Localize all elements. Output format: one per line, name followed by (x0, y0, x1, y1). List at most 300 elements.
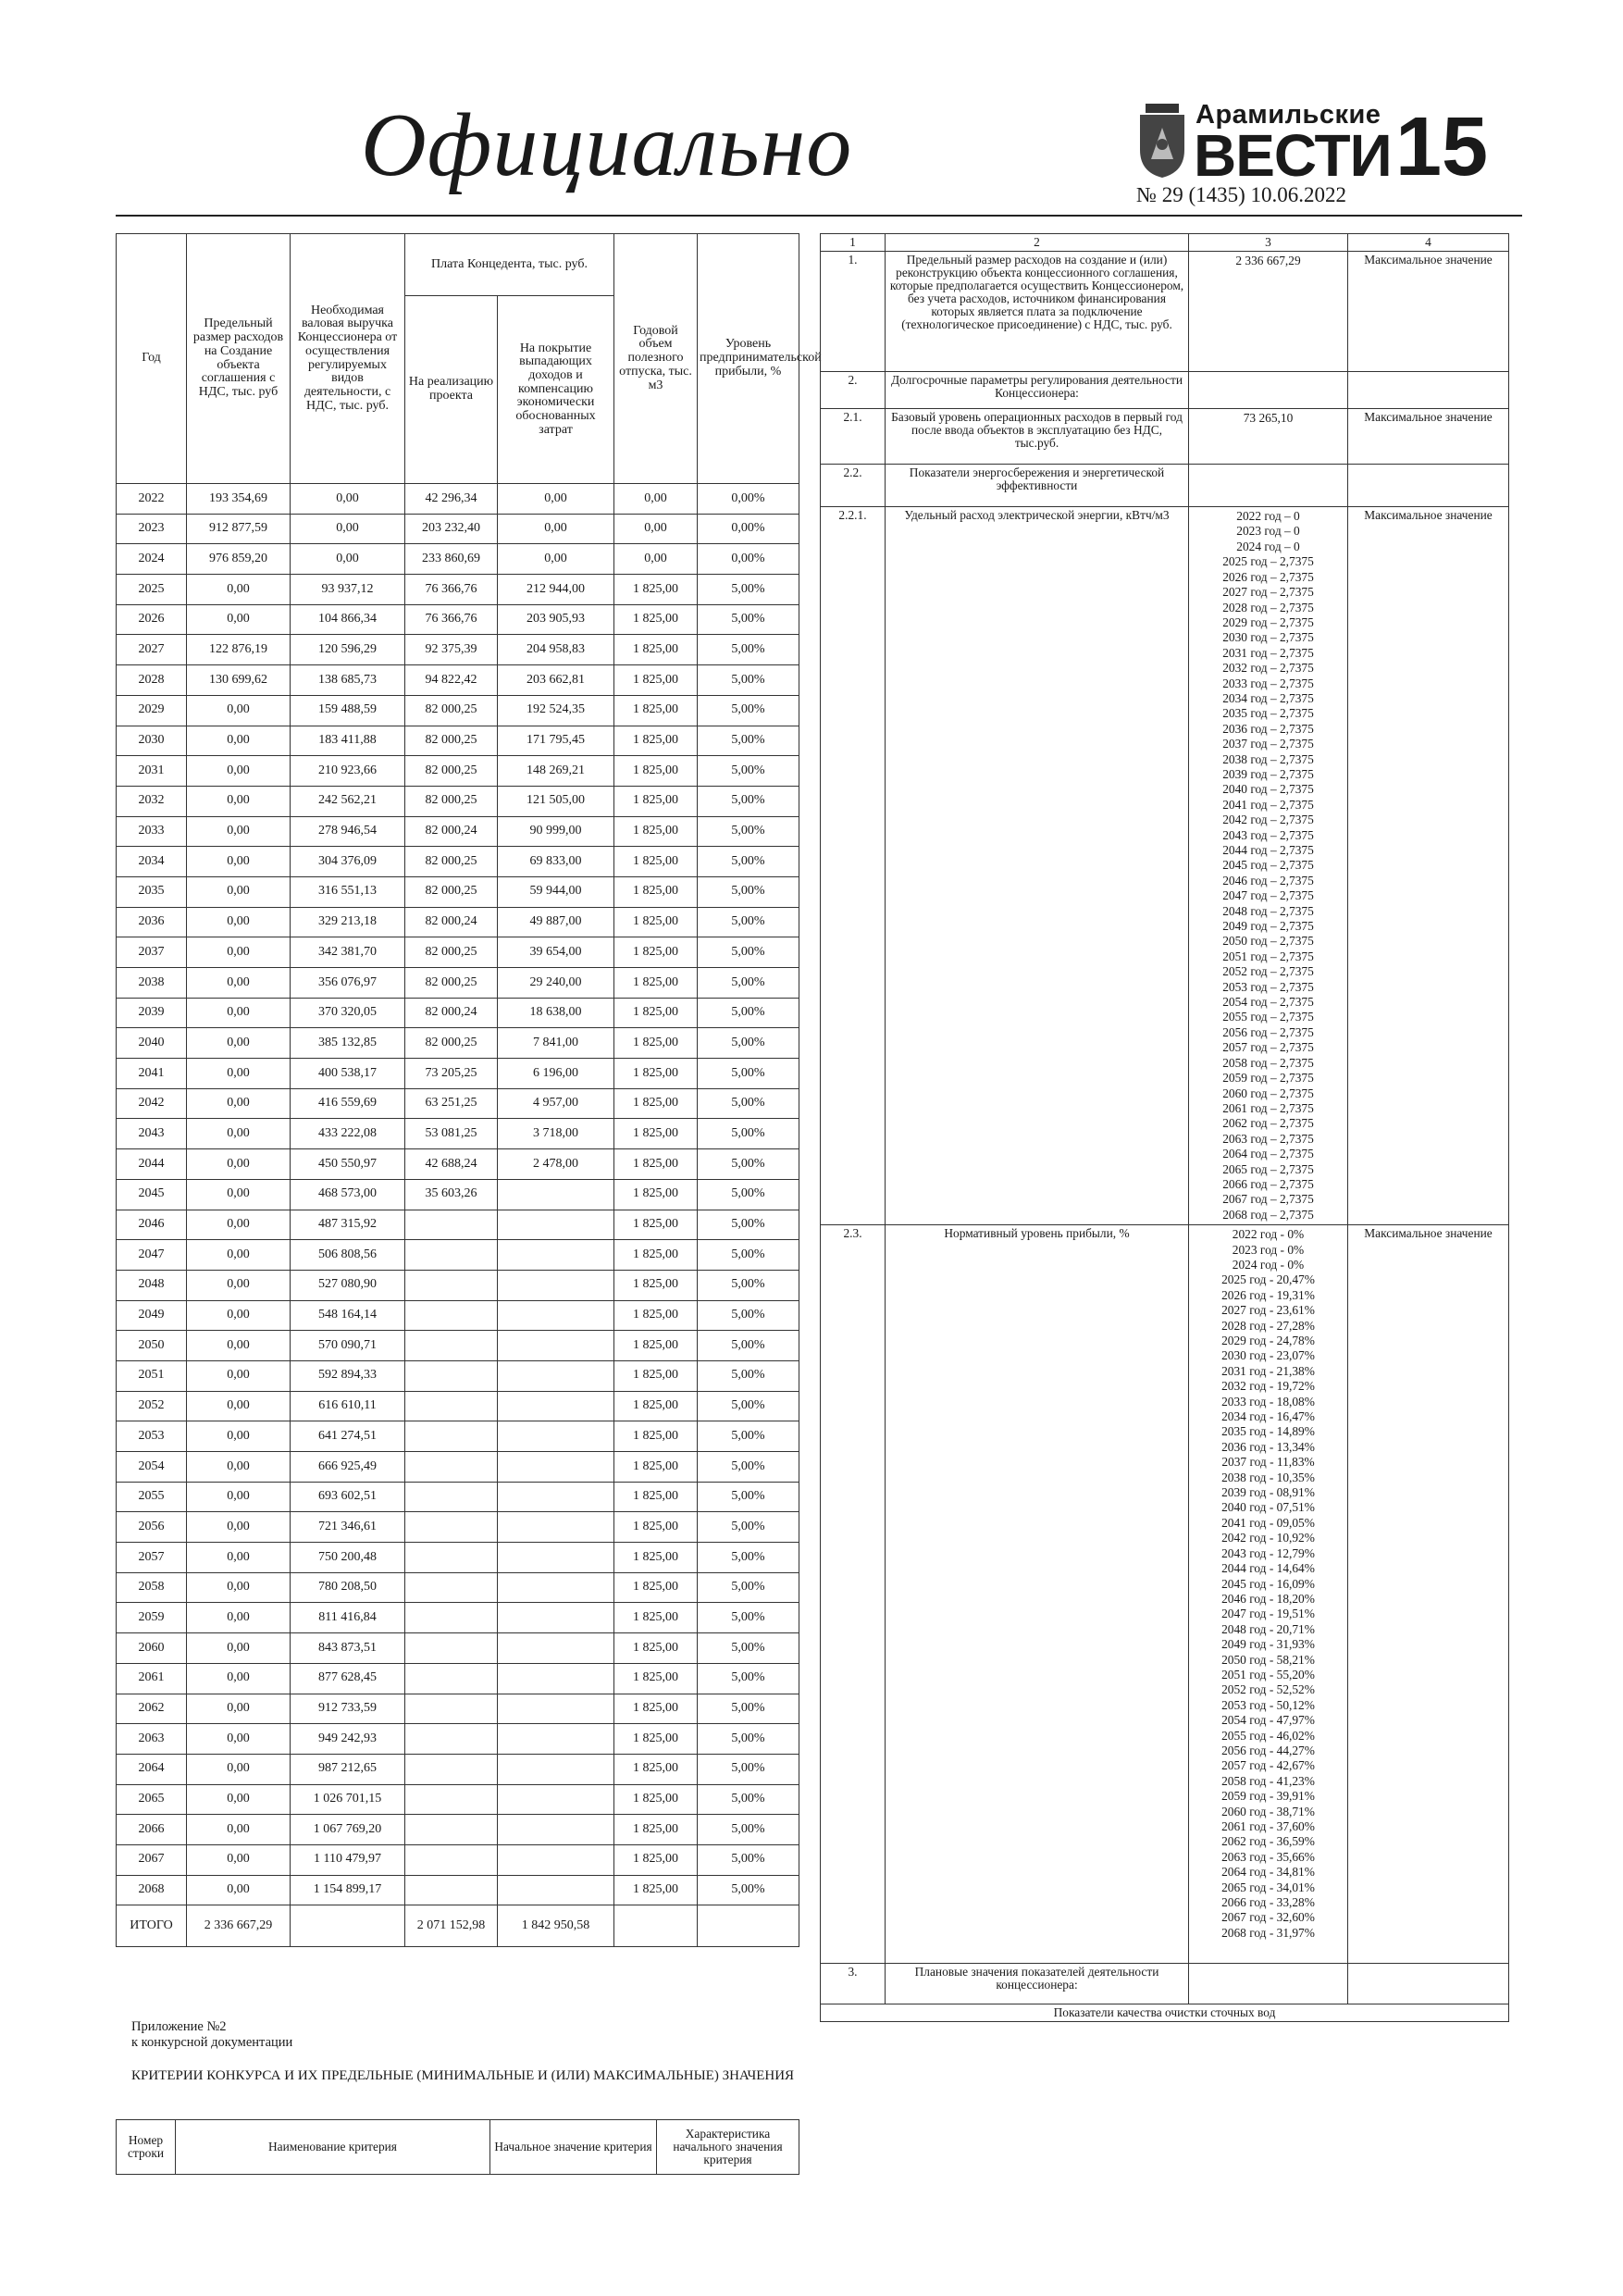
table-row (117, 1391, 799, 1421)
criteria-row-number: 1. (821, 252, 886, 372)
table-row (117, 1119, 799, 1149)
table-cell: 0,00 (187, 1482, 291, 1512)
table-cell: 2035 (117, 876, 187, 907)
criteria-row-type: Максимальное значение (1348, 409, 1509, 465)
table-cell: 2044 (117, 1149, 187, 1180)
table-cell: 2022 (117, 484, 187, 515)
table-cell: 1 067 769,20 (291, 1815, 405, 1845)
value-line: 2055 год - 46,02% (1221, 1728, 1315, 1743)
table-cell: 0,00 (187, 1240, 291, 1271)
table-row (117, 1059, 799, 1089)
criteria-row-number: 3. (821, 1964, 886, 2004)
table-cell (405, 1240, 498, 1271)
table-cell: 2028 (117, 665, 187, 696)
table-cell: 1 825,00 (614, 937, 698, 968)
table-cell: 2040 (117, 1028, 187, 1059)
table-cell: 5,00% (698, 1482, 799, 1512)
table-cell: 1 825,00 (614, 1754, 698, 1784)
table-cell: 5,00% (698, 1724, 799, 1755)
table-row (117, 1452, 799, 1483)
table-cell (498, 1300, 614, 1331)
criteria-row (821, 252, 1509, 372)
criteria-row-name: Нормативный уровень прибыли, % (886, 1225, 1189, 1964)
table-cell: 1 825,00 (614, 575, 698, 605)
table-cell: 0,00 (187, 1300, 291, 1331)
table-cell: 1 825,00 (614, 816, 698, 847)
value-line: 2034 год – 2,7375 (1222, 690, 1314, 705)
criteria-row-type: Максимальное значение (1348, 507, 1509, 1225)
table-cell: 5,00% (698, 816, 799, 847)
table-cell: 92 375,39 (405, 635, 498, 665)
table-cell: 212 944,00 (498, 575, 614, 605)
table-cell (498, 1633, 614, 1664)
value-line: 2044 год – 2,7375 (1222, 843, 1314, 857)
table-cell: 2026 (117, 604, 187, 635)
table-cell: 1 825,00 (614, 1543, 698, 1573)
value-line: 2064 год – 2,7375 (1222, 1147, 1314, 1161)
criteria-row-number: 2. (821, 372, 886, 409)
table-cell (405, 1754, 498, 1784)
value-line: 2062 год - 36,59% (1221, 1834, 1315, 1849)
table-cell: 2065 (117, 1784, 187, 1815)
newspaper-logo (1136, 100, 1392, 189)
table-cell: 6 196,00 (498, 1059, 614, 1089)
table-row (117, 695, 799, 726)
table-row (117, 1603, 799, 1633)
table-row (117, 998, 799, 1028)
table-cell: 130 699,62 (187, 665, 291, 696)
table-cell: 5,00% (698, 1844, 799, 1875)
table-row (117, 1149, 799, 1180)
table-cell: 42 296,34 (405, 484, 498, 515)
table-cell: 750 200,48 (291, 1543, 405, 1573)
table-cell: 192 524,35 (498, 695, 614, 726)
table-cell: 316 551,13 (291, 876, 405, 907)
table-cell: 203 232,40 (405, 514, 498, 544)
appendix-line-2: к конкурсной документации (131, 2034, 293, 2050)
table-row (117, 1663, 799, 1694)
table-row (117, 1754, 799, 1784)
table-cell: 148 269,21 (498, 756, 614, 787)
table-cell: 122 876,19 (187, 635, 291, 665)
criteria-row (821, 465, 1509, 507)
table-cell: 2068 (117, 1875, 187, 1905)
value-line: 2063 год – 2,7375 (1222, 1131, 1314, 1146)
table-cell: 1 825,00 (614, 604, 698, 635)
table-cell: 2 071 152,98 (405, 1905, 498, 1947)
table-cell: 5,00% (698, 1512, 799, 1543)
table-cell: 0,00 (187, 1815, 291, 1845)
table-cell (405, 1421, 498, 1452)
criteria-row (821, 409, 1509, 465)
col-compensation: На покрытие выпадающих доходов и компенсацию экономически обоснованных затрат (498, 296, 614, 484)
value-line: 2036 год - 13,34% (1221, 1439, 1315, 1454)
table-row (117, 1360, 799, 1391)
appendix-line-1: Приложение №2 (131, 2019, 227, 2034)
table-cell: 82 000,24 (405, 998, 498, 1028)
table-cell: 0,00 (498, 514, 614, 544)
table-cell: 385 132,85 (291, 1028, 405, 1059)
table-cell: 5,00% (698, 1179, 799, 1210)
table-cell: 5,00% (698, 1119, 799, 1149)
table-cell: 949 242,93 (291, 1724, 405, 1755)
criteria-row-type (1348, 1964, 1509, 2004)
table-cell: 329 213,18 (291, 907, 405, 937)
table-cell: 2 336 667,29 (187, 1905, 291, 1947)
table-cell: 2038 (117, 968, 187, 999)
table-cell: 2067 (117, 1844, 187, 1875)
table-cell: 2053 (117, 1421, 187, 1452)
table-cell: 5,00% (698, 1059, 799, 1089)
table-cell (405, 1724, 498, 1755)
value-line: 2030 год - 23,07% (1221, 1348, 1315, 1363)
table-cell: 0,00 (187, 1059, 291, 1089)
table-cell: 1 825,00 (614, 726, 698, 756)
value-line: 2032 год - 19,72% (1221, 1379, 1315, 1394)
value-line: 2036 год – 2,7375 (1222, 721, 1314, 736)
table-cell: 63 251,25 (405, 1088, 498, 1119)
value-line: 2065 год – 2,7375 (1222, 1161, 1314, 1176)
table-cell: 2042 (117, 1088, 187, 1119)
value-line: 2035 год - 14,89% (1221, 1424, 1315, 1439)
coat-of-arms-icon (1138, 104, 1186, 180)
table-cell: 5,00% (698, 1663, 799, 1694)
table-cell: 5,00% (698, 1572, 799, 1603)
value-line: 2055 год – 2,7375 (1222, 1010, 1314, 1024)
table-row (117, 635, 799, 665)
table-cell: 506 808,56 (291, 1240, 405, 1271)
table-cell: 570 090,71 (291, 1331, 405, 1361)
table-row (117, 1784, 799, 1815)
table-cell (405, 1815, 498, 1845)
table-cell: 1 825,00 (614, 1452, 698, 1483)
value-line: 2057 год - 42,67% (1221, 1758, 1315, 1773)
header-divider (116, 215, 1522, 217)
table-row (117, 1875, 799, 1905)
table-row (117, 1300, 799, 1331)
table-cell: 2023 (117, 514, 187, 544)
col-project: На реализацию проекта (405, 296, 498, 484)
table-cell: 912 733,59 (291, 1694, 405, 1724)
table-cell: 2062 (117, 1694, 187, 1724)
col-header-2: 2 (886, 234, 1189, 252)
value-line: 2056 год – 2,7375 (1222, 1024, 1314, 1039)
table-row (117, 1572, 799, 1603)
table-cell: 82 000,25 (405, 726, 498, 756)
table-cell (498, 1694, 614, 1724)
table-cell: 5,00% (698, 937, 799, 968)
table-cell: 0,00 (187, 1875, 291, 1905)
table-row (117, 1694, 799, 1724)
value-line: 73 265,10 (1243, 411, 1294, 426)
table-cell: 1 825,00 (614, 1210, 698, 1240)
col-profit: Уровень предпринимательской прибыли, % (698, 234, 799, 484)
value-line: 2037 год - 11,83% (1221, 1455, 1315, 1470)
criteria-row-value (1189, 507, 1348, 1225)
table-cell: 5,00% (698, 1300, 799, 1331)
table-cell: 82 000,25 (405, 786, 498, 816)
table-cell: 1 825,00 (614, 968, 698, 999)
value-line: 2050 год – 2,7375 (1222, 934, 1314, 949)
table-cell: 1 026 701,15 (291, 1784, 405, 1815)
value-line: 2067 год – 2,7375 (1222, 1192, 1314, 1207)
table-row (117, 514, 799, 544)
value-line: 2044 год - 14,64% (1221, 1561, 1315, 1576)
col-criterion-name: Наименование критерия (176, 2120, 490, 2175)
value-line: 2058 год – 2,7375 (1222, 1055, 1314, 1070)
table-cell: 2036 (117, 907, 187, 937)
table-cell: 0,00 (187, 998, 291, 1028)
value-line: 2059 год – 2,7375 (1222, 1071, 1314, 1086)
value-line: 2022 год - 0% (1232, 1227, 1305, 1242)
table-cell (498, 1452, 614, 1483)
table-cell: 104 866,34 (291, 604, 405, 635)
table-cell: 2029 (117, 695, 187, 726)
value-line: 2023 год – 0 (1236, 524, 1300, 539)
table-cell: 2039 (117, 998, 187, 1028)
table-cell (498, 1875, 614, 1905)
table-row (117, 1270, 799, 1300)
table-cell: 73 205,25 (405, 1059, 498, 1089)
criteria-row-value (1189, 1225, 1348, 1964)
table-row (117, 1028, 799, 1059)
table-cell (405, 1844, 498, 1875)
table-cell: 204 958,83 (498, 635, 614, 665)
table-row (117, 484, 799, 515)
criteria-row-type (1348, 465, 1509, 507)
table-cell: 843 873,51 (291, 1633, 405, 1664)
criteria-values-body (821, 252, 1509, 2022)
table-cell: 5,00% (698, 1754, 799, 1784)
value-line: 2038 год - 10,35% (1221, 1470, 1315, 1484)
table-cell: 0,00 (187, 1694, 291, 1724)
value-line: 2046 год - 18,20% (1221, 1591, 1315, 1606)
table-cell: 666 925,49 (291, 1452, 405, 1483)
criteria-row-name: Долгосрочные параметры регулирования деятельности Концессионера: (886, 372, 1189, 409)
table-cell (498, 1844, 614, 1875)
table-cell: 76 366,76 (405, 604, 498, 635)
table-cell: 5,00% (698, 1421, 799, 1452)
col-max-costs: Предельный размер расходов на Создание объекта соглашения с НДС, тыс. руб (187, 234, 291, 484)
table-cell (698, 1905, 799, 1947)
table-cell: 0,00 (187, 1754, 291, 1784)
table-cell: 0,00 (187, 937, 291, 968)
table-cell: 2061 (117, 1663, 187, 1694)
table-cell: 0,00 (498, 544, 614, 575)
value-line: 2064 год - 34,81% (1221, 1865, 1315, 1880)
table-cell: 0,00 (187, 1844, 291, 1875)
table-cell: 53 081,25 (405, 1119, 498, 1149)
table-row (117, 575, 799, 605)
table-cell: 3 718,00 (498, 1119, 614, 1149)
table-cell: 2052 (117, 1391, 187, 1421)
col-year: Год (117, 234, 187, 484)
table-cell: 1 825,00 (614, 1482, 698, 1512)
table-cell: 2057 (117, 1543, 187, 1573)
table-row (117, 876, 799, 907)
table-cell (405, 1452, 498, 1483)
table-cell: 183 411,88 (291, 726, 405, 756)
table-cell: 0,00 (187, 1603, 291, 1633)
table-cell: 1 154 899,17 (291, 1875, 405, 1905)
value-line: 2047 год – 2,7375 (1222, 888, 1314, 903)
table-cell: 877 628,45 (291, 1663, 405, 1694)
table-cell: 5,00% (698, 847, 799, 877)
table-cell (405, 1331, 498, 1361)
value-line: 2027 год – 2,7375 (1222, 585, 1314, 600)
value-line: 2063 год - 35,66% (1221, 1849, 1315, 1864)
table-cell: 0,00 (187, 1633, 291, 1664)
col-initial-value: Начальное значение критерия (490, 2120, 657, 2175)
table-row (117, 1724, 799, 1755)
col-gross-revenue: Необходимая валовая выручка Концессионера от осуществления регулируемых видов деятельности, с НДС, тыс. руб. (291, 234, 405, 484)
criteria-row-type: Максимальное значение (1348, 1225, 1509, 1964)
table-cell: 304 376,09 (291, 847, 405, 877)
value-line: 2024 год - 0% (1232, 1257, 1305, 1272)
table-cell: 138 685,73 (291, 665, 405, 696)
table-cell (405, 1572, 498, 1603)
table-cell: 39 654,00 (498, 937, 614, 968)
table-cell (405, 1633, 498, 1664)
table-cell: 2056 (117, 1512, 187, 1543)
table-cell (498, 1815, 614, 1845)
table-cell: 548 164,14 (291, 1300, 405, 1331)
table-cell: 35 603,26 (405, 1179, 498, 1210)
table-cell: 233 860,69 (405, 544, 498, 575)
table-cell: 0,00 (614, 514, 698, 544)
value-line: 2057 год – 2,7375 (1222, 1040, 1314, 1055)
table-cell (498, 1754, 614, 1784)
table-cell: 5,00% (698, 695, 799, 726)
value-line: 2 336 667,29 (1235, 254, 1301, 268)
logo-name: Арамильские (1196, 100, 1381, 130)
table-cell: 1 825,00 (614, 1028, 698, 1059)
table-row (117, 1905, 799, 1947)
table-cell: 2046 (117, 1210, 187, 1240)
table-cell: 0,00 (187, 1391, 291, 1421)
table-cell: 0,00 (187, 695, 291, 726)
value-line: 2026 год – 2,7375 (1222, 569, 1314, 584)
value-line: 2022 год – 0 (1236, 509, 1300, 524)
table-row (117, 907, 799, 937)
value-line: 2023 год - 0% (1232, 1242, 1305, 1257)
col-header-4: 4 (1348, 234, 1509, 252)
table-cell: 0,00 (187, 1784, 291, 1815)
table-cell: 5,00% (698, 1360, 799, 1391)
table-cell: 1 825,00 (614, 1119, 698, 1149)
table-cell: 1 825,00 (614, 907, 698, 937)
table-cell: 82 000,25 (405, 847, 498, 877)
table-cell: 5,00% (698, 575, 799, 605)
table-cell: 2024 (117, 544, 187, 575)
table-cell: 0,00 (187, 726, 291, 756)
table-cell: 0,00 (187, 968, 291, 999)
table-cell: 5,00% (698, 1331, 799, 1361)
table-cell (498, 1512, 614, 1543)
financial-table (116, 233, 822, 1947)
table-cell: 487 315,92 (291, 1210, 405, 1240)
table-cell: 82 000,25 (405, 876, 498, 907)
table-cell: 0,00 (187, 575, 291, 605)
value-line: 2060 год – 2,7375 (1222, 1086, 1314, 1100)
table-cell: 1 825,00 (614, 1360, 698, 1391)
table-cell: 1 825,00 (614, 1331, 698, 1361)
table-cell: 18 638,00 (498, 998, 614, 1028)
table-cell: 592 894,33 (291, 1360, 405, 1391)
table-cell: 94 822,42 (405, 665, 498, 696)
table-cell: 0,00 (187, 1452, 291, 1483)
table-cell (405, 1694, 498, 1724)
value-line: 2028 год – 2,7375 (1222, 600, 1314, 614)
value-line: 2045 год – 2,7375 (1222, 858, 1314, 873)
criteria-row-number: 2.2. (821, 465, 886, 507)
table-cell: 0,00 (187, 1179, 291, 1210)
criteria-row (821, 372, 1509, 409)
table-cell: 527 080,90 (291, 1270, 405, 1300)
table-cell: 1 825,00 (614, 695, 698, 726)
table-cell: 82 000,25 (405, 756, 498, 787)
value-line: 2068 год - 31,97% (1221, 1925, 1315, 1940)
table-cell (405, 1543, 498, 1573)
table-cell: 0,00 (187, 847, 291, 877)
value-line: 2040 год – 2,7375 (1222, 782, 1314, 797)
table-cell: 2064 (117, 1754, 187, 1784)
table-cell: 0,00 (187, 1331, 291, 1361)
table-cell: 0,00 (291, 514, 405, 544)
table-cell: 0,00% (698, 514, 799, 544)
table-cell (498, 1270, 614, 1300)
table-cell (498, 1360, 614, 1391)
table-cell: 1 825,00 (614, 1875, 698, 1905)
table-cell: 193 354,69 (187, 484, 291, 515)
table-cell: 0,00 (187, 756, 291, 787)
col-header-1: 1 (821, 234, 886, 252)
value-line: 2045 год - 16,09% (1221, 1576, 1315, 1591)
table-cell (405, 1360, 498, 1391)
table-cell: 7 841,00 (498, 1028, 614, 1059)
table-cell (498, 1482, 614, 1512)
criteria-row-name: Показатели энергосбережения и энергетической эффективности (886, 465, 1189, 507)
value-line: 2025 год – 2,7375 (1222, 554, 1314, 569)
table-cell: 1 825,00 (614, 1088, 698, 1119)
table-cell (498, 1391, 614, 1421)
table-cell: 1 825,00 (614, 1663, 698, 1694)
value-line: 2040 год - 07,51% (1221, 1500, 1315, 1515)
table-cell: 2043 (117, 1119, 187, 1149)
value-line: 2061 год - 37,60% (1221, 1819, 1315, 1833)
table-cell (498, 1784, 614, 1815)
table-cell: 616 610,11 (291, 1391, 405, 1421)
value-line: 2038 год – 2,7375 (1222, 751, 1314, 766)
table-cell: 2037 (117, 937, 187, 968)
table-cell: 121 505,00 (498, 786, 614, 816)
table-row (117, 665, 799, 696)
value-line: 2052 год - 52,52% (1221, 1682, 1315, 1697)
table-cell: 2 478,00 (498, 1149, 614, 1180)
table-cell: 2063 (117, 1724, 187, 1755)
table-cell: 82 000,25 (405, 937, 498, 968)
value-line: 2033 год - 18,08% (1221, 1394, 1315, 1409)
table-cell: 5,00% (698, 726, 799, 756)
table-cell: 42 688,24 (405, 1149, 498, 1180)
value-line: 2066 год - 33,28% (1221, 1895, 1315, 1910)
table-cell (498, 1572, 614, 1603)
table-cell (498, 1543, 614, 1573)
table-cell: 2049 (117, 1300, 187, 1331)
table-cell: 59 944,00 (498, 876, 614, 907)
value-line: 2047 год - 19,51% (1221, 1607, 1315, 1621)
table-cell: 0,00% (698, 544, 799, 575)
